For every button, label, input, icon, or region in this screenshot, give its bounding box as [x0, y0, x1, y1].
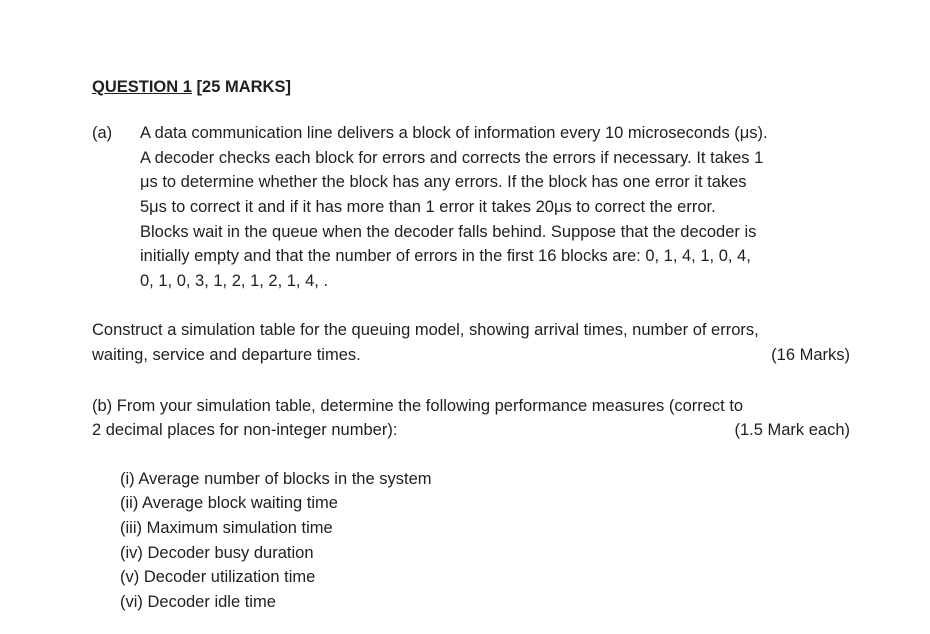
- construct-line-2: waiting, service and departure times.: [92, 346, 361, 364]
- part-b-line-1: (b) From your simulation table, determine the following performance measures (correct to: [92, 397, 744, 415]
- part-a-line-5: Blocks wait in the queue when the decoder falls behind. Suppose that the decoder is: [140, 223, 757, 241]
- construct-line-2-row: [92, 345, 850, 365]
- question-number: QUESTION 1: [92, 78, 192, 96]
- part-b-item-5: (v) Decoder utilization time: [120, 568, 316, 586]
- part-b-item-2: (ii) Average block waiting time: [120, 494, 338, 512]
- part-b-item-1: (i) Average number of blocks in the system: [120, 470, 432, 488]
- part-a-line-7: 0, 1, 0, 3, 1, 2, 1, 2, 1, 4, .: [140, 272, 329, 290]
- part-b-item-6: (vi) Decoder idle time: [120, 593, 276, 611]
- part-b-line-2-row: [92, 420, 850, 440]
- part-a-line-4: 5μs to correct it and if it has more than 1 error it takes 20μs to correct the error.: [140, 198, 716, 216]
- question-heading: [92, 77, 291, 97]
- part-b-line-2: 2 decimal places for non-integer number):: [92, 421, 398, 439]
- part-a-label: (a): [92, 124, 113, 142]
- part-a-line-1: A data communication line delivers a block of information every 10 microseconds (μs).: [140, 124, 768, 142]
- part-a-line-2: A decoder checks each block for errors and corrects the errors if necessary. It takes 1: [140, 149, 764, 167]
- part-b-item-3: (iii) Maximum simulation time: [120, 519, 333, 537]
- construct-line-1: Construct a simulation table for the queuing model, showing arrival times, number of errors,: [92, 321, 759, 339]
- construct-marks: (16 Marks): [771, 346, 850, 364]
- part-a-line-3: μs to determine whether the block has any errors. If the block has one error it takes: [140, 173, 747, 191]
- part-b-marks: (1.5 Mark each): [734, 421, 850, 439]
- part-b-item-4: (iv) Decoder busy duration: [120, 544, 314, 562]
- question-total-marks: [25 MARKS]: [196, 78, 291, 96]
- part-a-line-6: initially empty and that the number of errors in the first 16 blocks are: 0, 1, 4, 1, 0, 4,: [140, 247, 751, 265]
